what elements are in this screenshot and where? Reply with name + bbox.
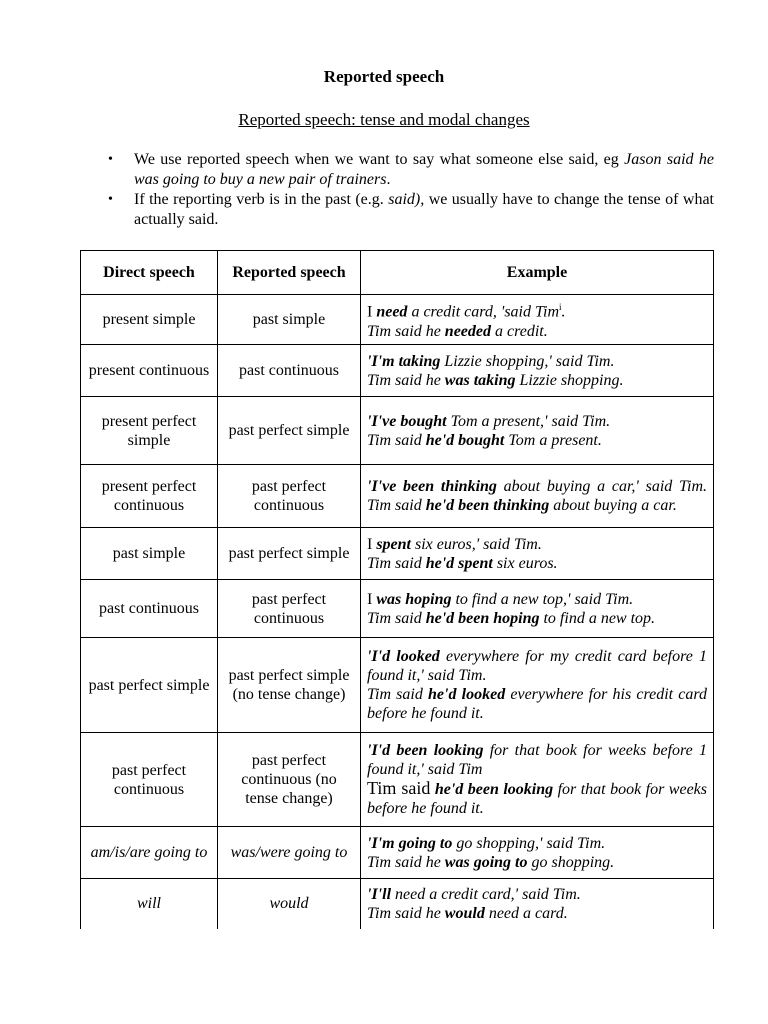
example-segment: for that book for weeks before he found it. <box>367 781 708 817</box>
bullet-text: We use reported speech when we want to say what someone else said, eg <box>134 151 625 168</box>
example-segment: Tom a present,' said Tim. <box>446 412 611 430</box>
bullet-example: said), <box>388 191 425 208</box>
example-line <box>367 412 707 431</box>
example-segment: spent <box>376 535 411 553</box>
example-segment: a credit. <box>491 322 548 340</box>
bullet-example: Jason said he was going to buy a new pair of trainers <box>134 151 714 188</box>
table-row <box>81 295 714 345</box>
example-line <box>367 298 707 321</box>
example-segment: Tom a present. <box>504 431 602 449</box>
example-segment: Lizzie shopping,' said Tim. <box>440 352 615 370</box>
reported-speech-cell: was/were going to <box>218 827 361 879</box>
example-segment: 'I've been thinking <box>367 478 497 495</box>
example-segment: six euros,' said Tim. <box>411 535 542 553</box>
example-line <box>367 853 707 872</box>
example-line <box>367 904 707 923</box>
bullet-icon: • <box>108 192 113 207</box>
table-row <box>81 528 714 580</box>
example-segment: he'd been thinking <box>425 497 550 514</box>
example-segment: Tim said he <box>367 904 445 922</box>
direct-speech-cell: present perfect simple <box>81 397 218 465</box>
example-cell <box>361 827 714 879</box>
direct-speech-cell: past simple <box>81 528 218 580</box>
page-title: Reported speech <box>323 67 445 86</box>
reported-speech-cell: past simple <box>218 295 361 345</box>
table-row <box>81 397 714 465</box>
example-segment: he'd bought <box>425 431 505 449</box>
example-segment: i <box>559 302 562 313</box>
example-line <box>367 834 707 853</box>
example-segment: . <box>561 303 566 321</box>
reported-speech-cell: past perfect continuous <box>218 465 361 528</box>
bullet-icon: • <box>108 152 113 167</box>
example-line <box>367 741 707 779</box>
example-segment: need a credit card,' said Tim. <box>391 885 581 903</box>
example-segment: he'd been looking <box>434 781 554 798</box>
example-segment: 'I've bought <box>367 412 447 430</box>
reported-speech-cell: would <box>218 879 361 929</box>
direct-speech-cell: am/is/are going to <box>81 827 218 879</box>
example-segment: Tim said he <box>367 371 445 389</box>
example-segment: need <box>376 303 408 321</box>
example-segment: go shopping. <box>527 853 615 871</box>
example-cell <box>361 580 714 638</box>
example-segment: to find a new top,' said Tim. <box>451 590 634 608</box>
example-segment: 'I'd looked <box>367 648 440 665</box>
example-line <box>367 554 707 573</box>
example-segment: he'd been hoping <box>425 609 540 627</box>
example-segment: Tim said <box>367 778 431 798</box>
example-line <box>367 352 707 371</box>
example-cell <box>361 879 714 929</box>
example-segment: 'I'll <box>367 885 392 903</box>
example-segment: would <box>444 904 485 922</box>
bullet-text: If the reporting verb is in the past (e.g. <box>134 191 389 208</box>
example-segment: was hoping <box>376 590 452 608</box>
example-cell <box>361 345 714 397</box>
example-segment: Tim said <box>367 431 426 449</box>
example-segment: Lizzie shopping. <box>515 371 624 389</box>
table-row <box>81 879 714 929</box>
example-segment: a credit card, 'said Tim <box>407 303 560 321</box>
example-cell <box>361 528 714 580</box>
example-segment: Tim said <box>367 554 426 572</box>
reported-speech-cell: past perfect continuous <box>218 580 361 638</box>
reported-speech-cell: past continuous <box>218 345 361 397</box>
example-line <box>367 535 707 554</box>
example-segment: 'I'd been looking <box>367 742 484 759</box>
header-example: Example <box>361 251 714 295</box>
example-line <box>367 431 707 450</box>
bullet-text-end: we usually have to change the tense of what actually said. <box>134 191 714 228</box>
example-line <box>367 322 707 341</box>
example-segment: needed <box>444 322 491 340</box>
example-segment: to find a new top. <box>539 609 656 627</box>
direct-speech-cell: present simple <box>81 295 218 345</box>
reported-speech-cell: past perfect simple <box>218 528 361 580</box>
table-row <box>81 580 714 638</box>
example-segment: Tim said he <box>367 322 445 340</box>
example-segment: Tim said he <box>367 853 445 871</box>
reported-speech-cell: past perfect simple (no tense change) <box>218 638 361 733</box>
direct-speech-cell: past perfect continuous <box>81 733 218 827</box>
table-row <box>81 733 714 827</box>
example-segment: I <box>367 535 377 553</box>
example-line <box>367 779 707 818</box>
example-segment: was taking <box>444 371 516 389</box>
example-segment: I <box>367 590 377 608</box>
direct-speech-cell: present continuous <box>81 345 218 397</box>
example-line <box>367 371 707 390</box>
table-header-row <box>81 251 714 295</box>
example-segment: he'd looked <box>428 686 506 703</box>
direct-speech-cell: past continuous <box>81 580 218 638</box>
example-line <box>367 609 707 628</box>
direct-speech-cell: present perfect continuous <box>81 465 218 528</box>
example-cell <box>361 295 714 345</box>
example-cell <box>361 638 714 733</box>
direct-speech-cell: past perfect simple <box>81 638 218 733</box>
table-row <box>81 345 714 397</box>
table-row <box>81 638 714 733</box>
reported-speech-cell: past perfect continuous (no tense change) <box>218 733 361 827</box>
example-segment: Tim said <box>367 609 426 627</box>
tense-table <box>80 250 714 929</box>
example-segment: about buying a car,' said Tim. Tim said <box>367 478 708 514</box>
direct-speech-cell: will <box>81 879 218 929</box>
example-line <box>367 885 707 904</box>
example-segment: about buying a car. <box>549 497 677 514</box>
example-line <box>367 477 707 515</box>
example-segment: everywhere for his credit card before he found it. <box>367 686 707 722</box>
example-cell <box>361 397 714 465</box>
bullet-item <box>104 190 714 230</box>
example-segment: for that book for weeks before 1 found it,' said Tim <box>367 742 707 778</box>
example-segment: I <box>367 303 377 321</box>
example-segment: was going to <box>444 853 528 871</box>
example-line <box>367 590 707 609</box>
reported-speech-cell: past perfect simple <box>218 397 361 465</box>
bullet-text-end: . <box>386 171 391 188</box>
example-segment: 'I'm taking <box>367 352 441 370</box>
example-cell <box>361 733 714 827</box>
example-segment: go shopping,' said Tim. <box>452 834 606 852</box>
example-segment: six euros. <box>492 554 558 572</box>
example-segment: everywhere for my credit card before 1 found it,' said Tim. <box>367 648 707 684</box>
header-direct-speech: Direct speech <box>81 251 218 295</box>
example-segment: 'I'm going to <box>367 834 453 852</box>
example-segment: Tim said <box>367 686 429 703</box>
example-line <box>367 647 707 685</box>
example-cell <box>361 465 714 528</box>
example-segment: he'd spent <box>425 554 493 572</box>
table-row <box>81 827 714 879</box>
example-segment: need a card. <box>484 904 568 922</box>
bullet-list <box>104 150 714 230</box>
table-row <box>81 465 714 528</box>
page-subtitle: Reported speech: tense and modal changes <box>238 110 530 129</box>
header-reported-speech: Reported speech <box>218 251 361 295</box>
bullet-item <box>104 150 714 190</box>
example-line <box>367 685 707 723</box>
